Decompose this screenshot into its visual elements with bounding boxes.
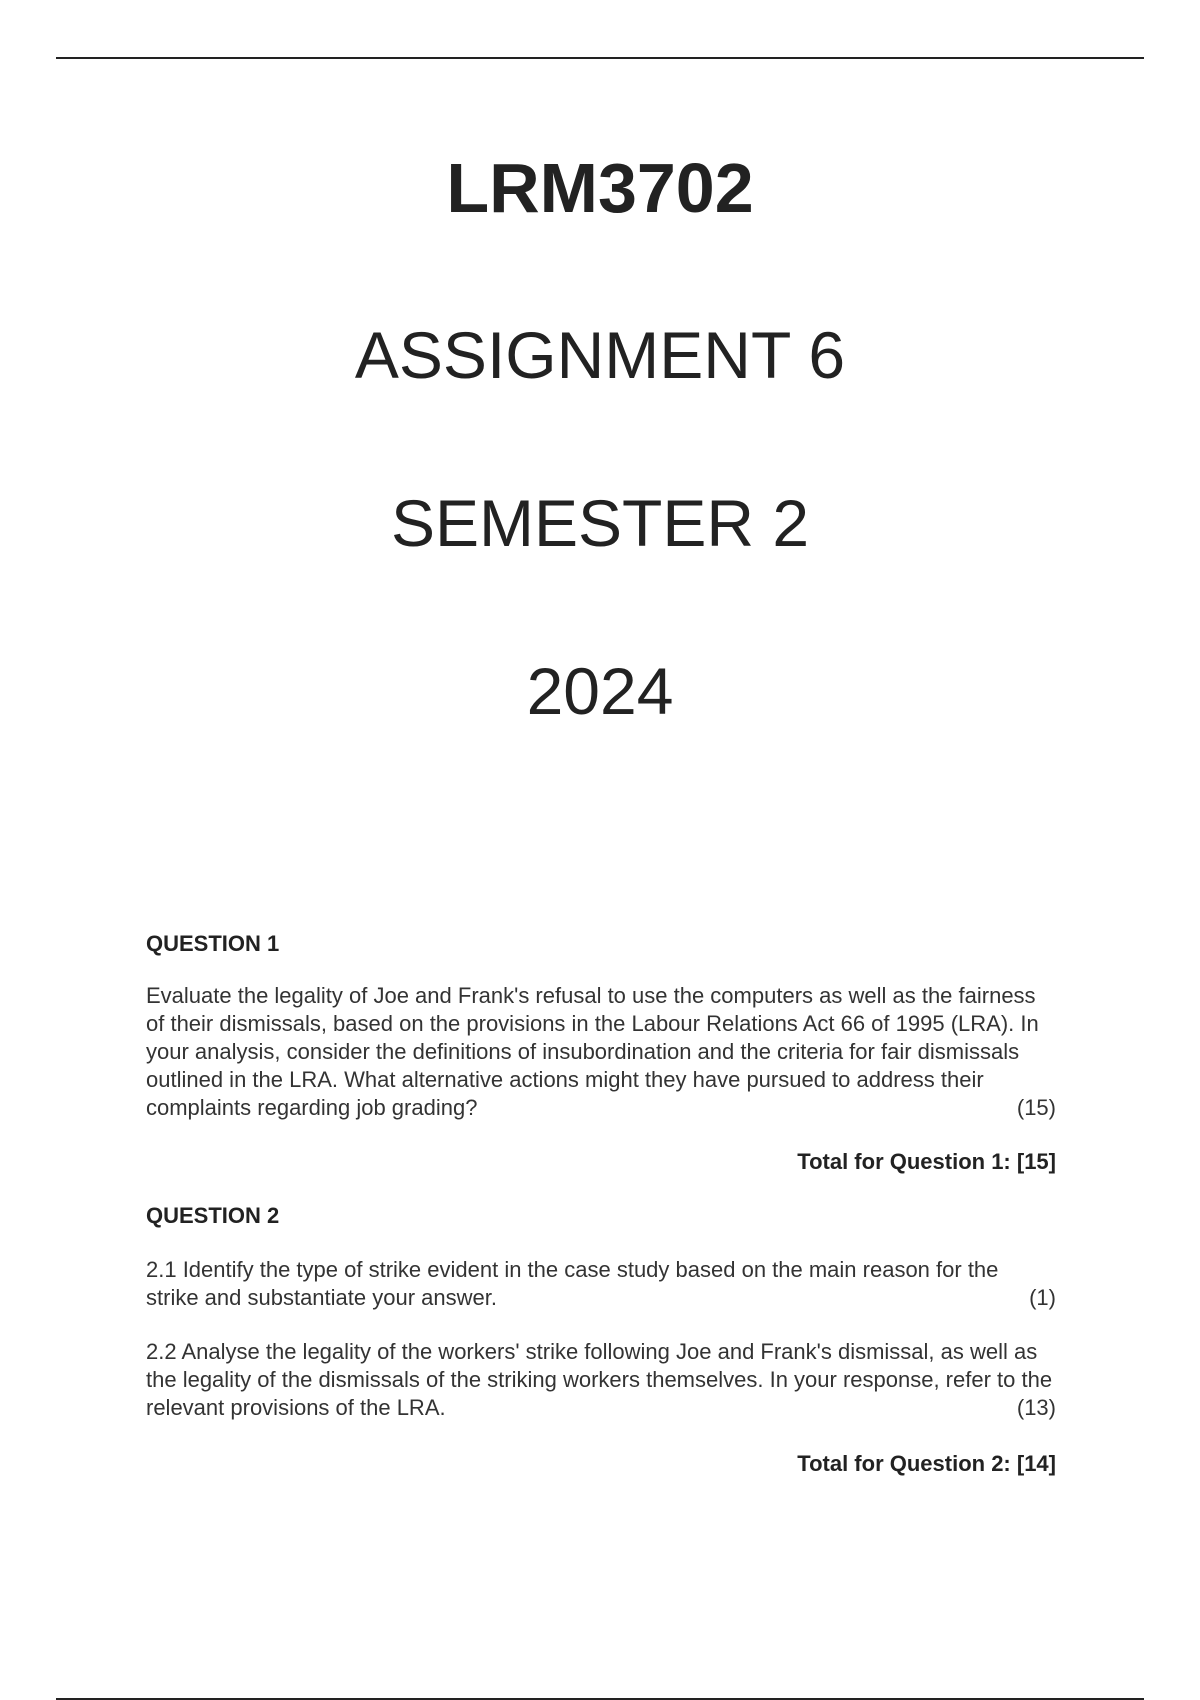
question-2-2-marks: (13) (1016, 1395, 1056, 1420)
question-1-text (146, 982, 1056, 1122)
question-1-prompt: Evaluate the legality of Joe and Frank's refusal to use the computers as well as the fairness of their dismissals, based on the provisions in the Labour Relations Act 66 of 1995 (LRA). In your analysis, consider the definitions of insubordination and the criteria for fair dismissals outlined in the LRA. What alternative actions might they have pursued to address their complaints regarding job grading? (146, 983, 1039, 1120)
question-1-total: Total for Question 1: [15] (797, 1149, 1056, 1174)
questions-section (146, 930, 1056, 1478)
question-2-1-text (146, 1256, 1056, 1312)
question-2-2-text (146, 1338, 1056, 1422)
semester-label: SEMESTER 2 (390, 486, 810, 560)
question-2-total: Total for Question 2: [14] (797, 1451, 1056, 1476)
question-2-1-marks: (1) (1029, 1285, 1056, 1310)
question-1-marks: (15) (1016, 1095, 1056, 1120)
question-2-1-prompt: 2.1 Identify the type of strike evident in the case study based on the main reason for the strike and substantiate your answer. (146, 1257, 999, 1310)
question-2-heading: QUESTION 2 (146, 1203, 280, 1228)
assignment-title: ASSIGNMENT 6 (354, 318, 846, 392)
course-code: LRM3702 (446, 149, 754, 227)
question-2-2-prompt: 2.2 Analyse the legality of the workers' strike following Joe and Frank's dismissal, as well as the legality of the dismissals of the striking workers themselves. In your response, refer to the relevant provisions of the LRA. (146, 1339, 1053, 1420)
top-rule (56, 57, 1144, 59)
year-label: 2024 (526, 654, 674, 728)
question-1-heading: QUESTION 1 (146, 931, 280, 956)
